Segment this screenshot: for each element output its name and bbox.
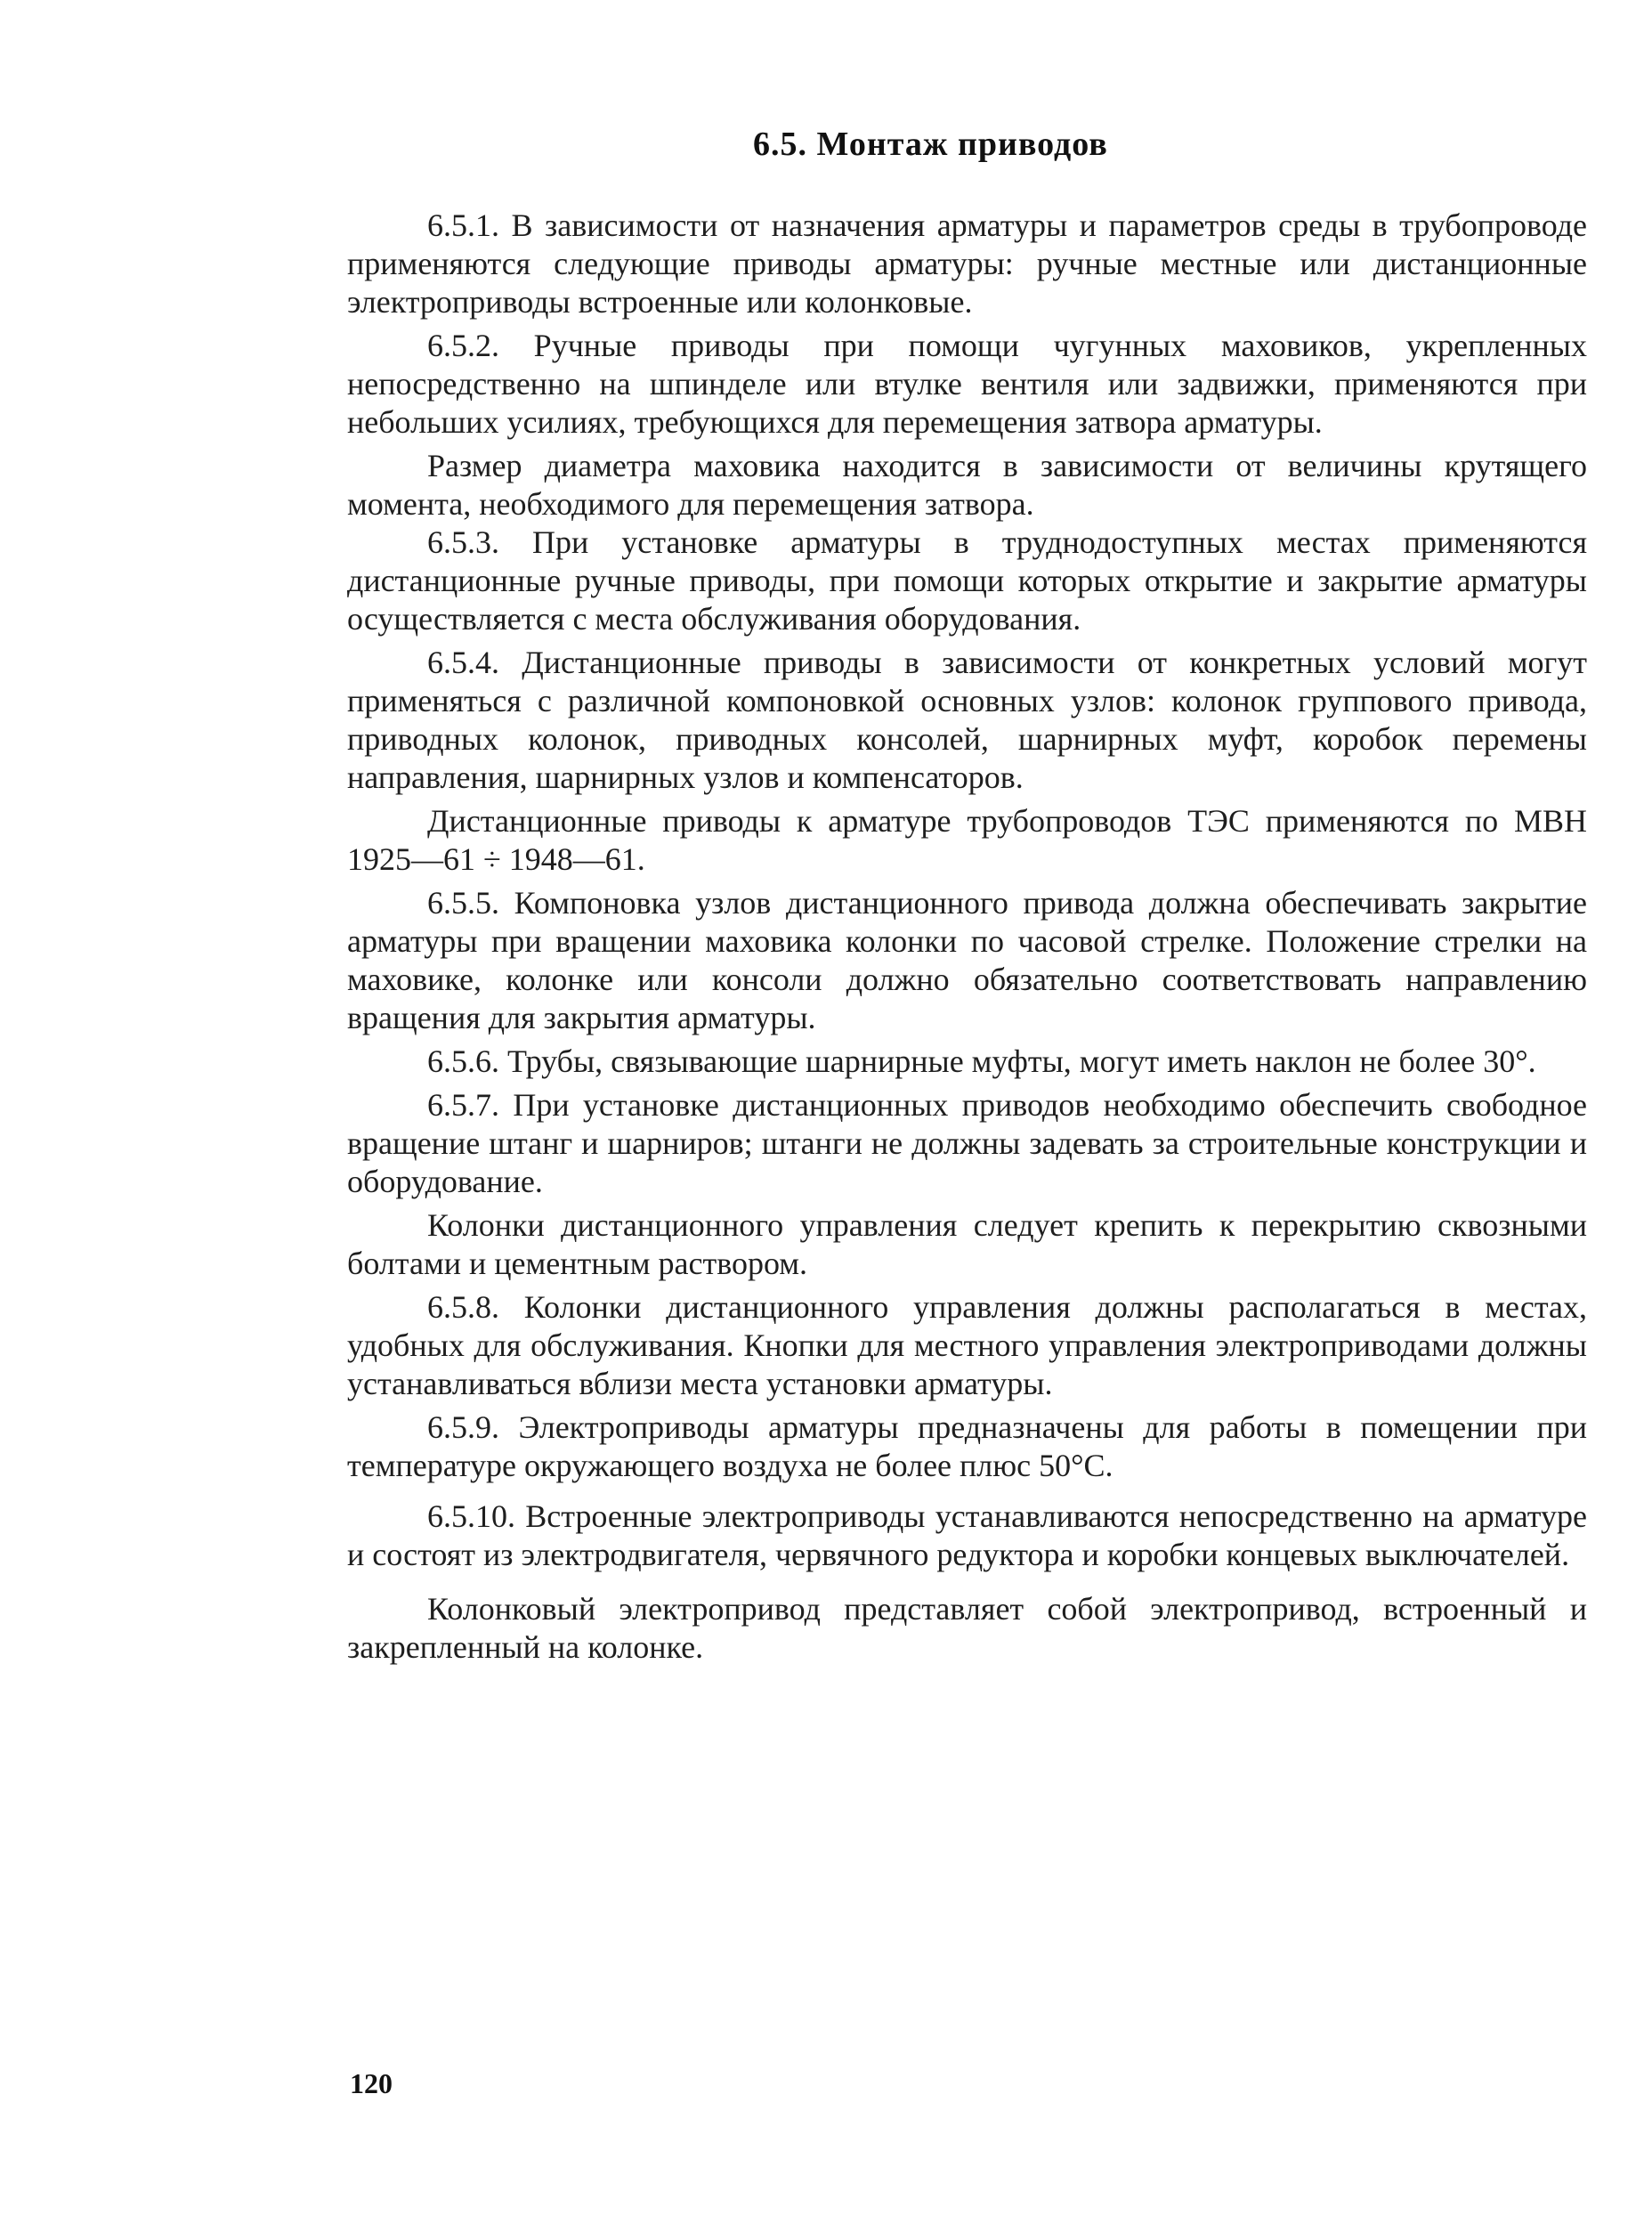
paragraph-6-5-8: 6.5.8. Колонки дистанционного управления должны располагаться в местах, удобных для обслуживания. Кнопки для местного управления электроприводами должны устанавливаться вблизи места установки арматуры. xyxy=(347,1289,1587,1401)
paragraph-6-5-7: 6.5.7. При установке дистанционных приводов необходимо обеспечить свободное вращение штанг и шарниров; штанги не должны задевать за строительные конструкции и оборудование. xyxy=(347,1087,1587,1199)
paragraph-remote-drives-standard: Дистанционные приводы к арматуре трубопроводов ТЭС применяются по МВН 1925—61 ÷ 1948—61. xyxy=(347,803,1587,877)
paragraph-column-electric-drive: Колонковый электропривод представляет собой электропривод, встроенный и закрепленный на колонке. xyxy=(347,1591,1587,1665)
paragraph-6-5-3: 6.5.3. При установке арматуры в труднодоступных местах применяются дистанционные ручные приводы, при помощи которых открытие и закрытие арматуры осуществляется с места обслуживания оборудования. xyxy=(347,524,1587,637)
paragraph-6-5-4: 6.5.4. Дистанционные приводы в зависимости от конкретных условий могут применяться с различной компоновкой основных узлов: колонок группового привода, приводных колонок, приводных консолей, шарнирных муфт, коробок перемены направления, шарнирных узлов и компенсаторов. xyxy=(347,645,1587,795)
paragraph-6-5-1: 6.5.1. В зависимости от назначения арматуры и параметров среды в трубопроводе применяются следующие приводы арматуры: ручные местные или дистанционные электроприводы встроенные или колонковые. xyxy=(347,207,1587,320)
paragraph-handwheel-diameter: Размер диаметра маховика находится в зависимости от величины крутящего момента, необходимого для перемещения затвора. xyxy=(347,448,1587,522)
paragraph-6-5-5: 6.5.5. Компоновка узлов дистанционного привода должна обеспечивать закрытие арматуры при вращении маховика колонки по часовой стрелке. Положение стрелки на маховике, колонке или консоли должно обязательно соответствовать направлению вращения для закрытия арматуры. xyxy=(347,885,1587,1035)
paragraph-column-fastening: Колонки дистанционного управления следует крепить к перекрытию сквозными болтами и цементным раствором. xyxy=(347,1207,1587,1281)
section-title: 6.5. Монтаж приводов xyxy=(753,126,1108,163)
paragraph-6-5-9: 6.5.9. Электроприводы арматуры предназначены для работы в помещении при температуре окружающего воздуха не более плюс 50°С. xyxy=(347,1409,1587,1483)
paragraph-6-5-10: 6.5.10. Встроенные электроприводы устанавливаются непосредственно на арматуре и состоят из электродвигателя, червячного редуктора и коробки концевых выключателей. xyxy=(347,1498,1587,1572)
section-body xyxy=(347,207,1587,1667)
paragraph-6-5-2: 6.5.2. Ручные приводы при помощи чугунных маховиков, укрепленных непосредственно на шпинделе или втулке вентиля или задвижки, применяются при небольших усилиях, требующихся для перемещения затвора арматуры. xyxy=(347,328,1587,440)
page-number: 120 xyxy=(350,2067,393,2099)
paragraph-6-5-6: 6.5.6. Трубы, связывающие шарнирные муфты, могут иметь наклон не более 30°. xyxy=(427,1043,1536,1079)
